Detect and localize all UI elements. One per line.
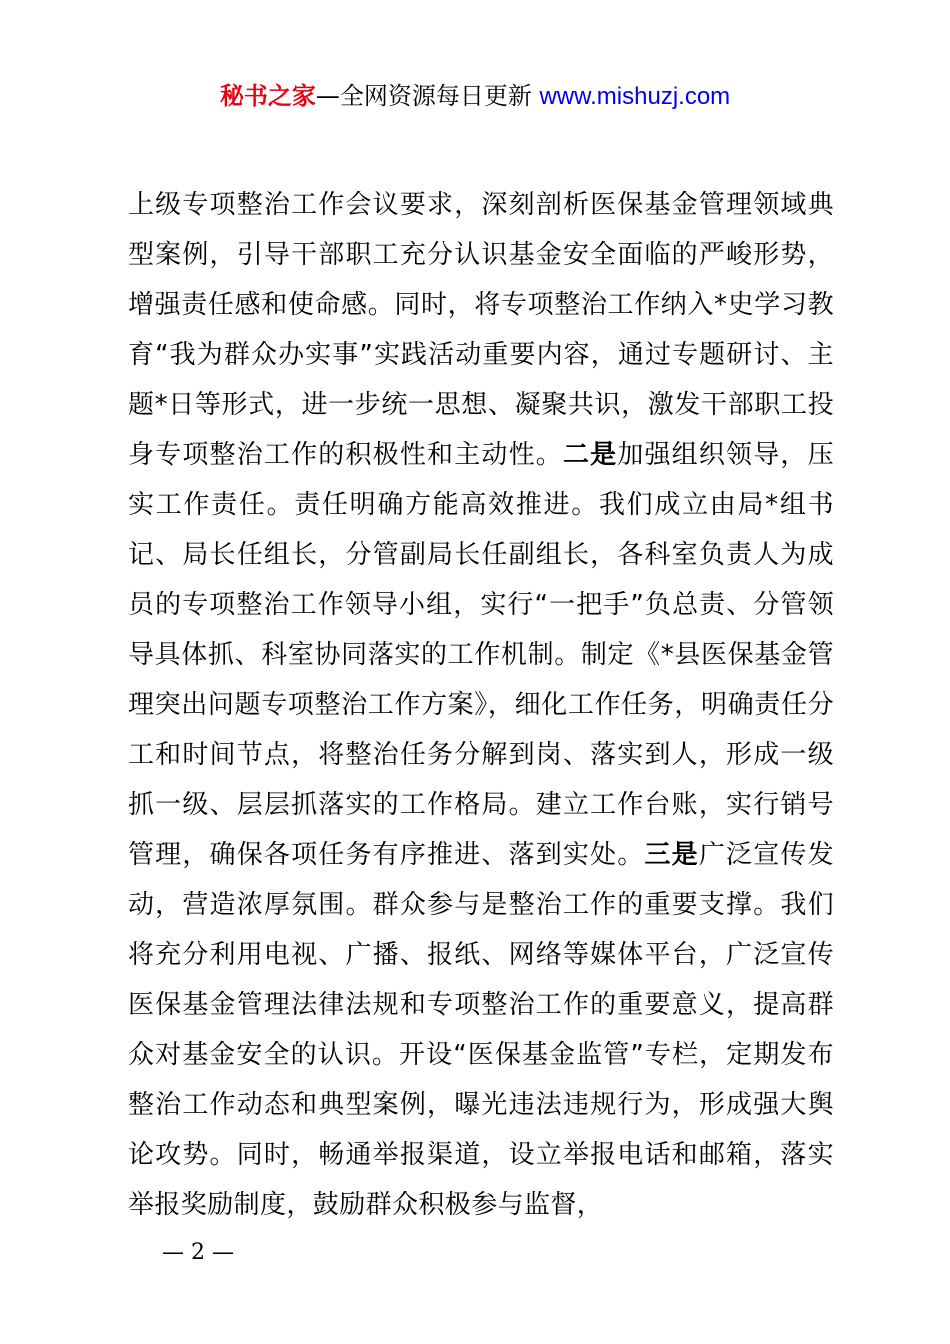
paragraph-text: 广泛宣传发动，营造浓厚氛围。群众参与是整治工作的重要支撑。我们将充分利用电视、广播、报纸、网络等媒体平台，广泛宣传医保基金管理法律法规和专项整治工作的重要意义，提高群众对基金安全的认识。开设“医保基金监管”专栏，定期发布整治工作动态和典型案例，曝光违法违规行为，形成强大舆论攻势。同时，畅通举报渠道，设立举报电话和邮箱，落实举报奖励制度，鼓励群众积极参与监督， bbox=[128, 840, 834, 1220]
site-brand: 秘书之家 bbox=[219, 82, 316, 110]
site-header bbox=[0, 80, 950, 113]
site-tagline: —全网资源每日更新 bbox=[315, 82, 540, 110]
paragraph-text: 上级专项整治工作会议要求，深刻剖析医保基金管理领域典型案例，引导干部职工充分认识基金安全面临的严峻形势，增强责任感和使命感。同时，将专项整治工作纳入*史学习教育“我为群众办实事”实践活动重要内容，通过专题研讨、主题*日等形式，进一步统一思想、凝聚共识，激发干部职工投身专项整治工作的积极性和主动性。 bbox=[128, 190, 834, 470]
page-number: — 2 — bbox=[162, 1240, 234, 1265]
site-url[interactable]: www.mishuzj.com bbox=[539, 83, 731, 110]
document-paragraph bbox=[128, 180, 834, 1230]
bold-marker-three: 三是 bbox=[644, 840, 699, 870]
paragraph-text: 加强组织领导，压实工作责任。责任明确方能高效推进。我们成立由局*组书记、局长任组长，分管副局长任副组长，各科室负责人为成员的专项整治工作领导小组，实行“一把手”负总责、分管领导具体抓、科室协同落实的工作机制。制定《*县医保基金管理突出问题专项整治工作方案》，细化工作任务，明确责任分工和时间节点，将整治任务分解到岗、落实到人，形成一级抓一级、层层抓落实的工作格局。建立工作台账，实行销号管理，确保各项任务有序推进、落到实处。 bbox=[128, 440, 834, 870]
bold-marker-two: 二是 bbox=[562, 440, 618, 470]
